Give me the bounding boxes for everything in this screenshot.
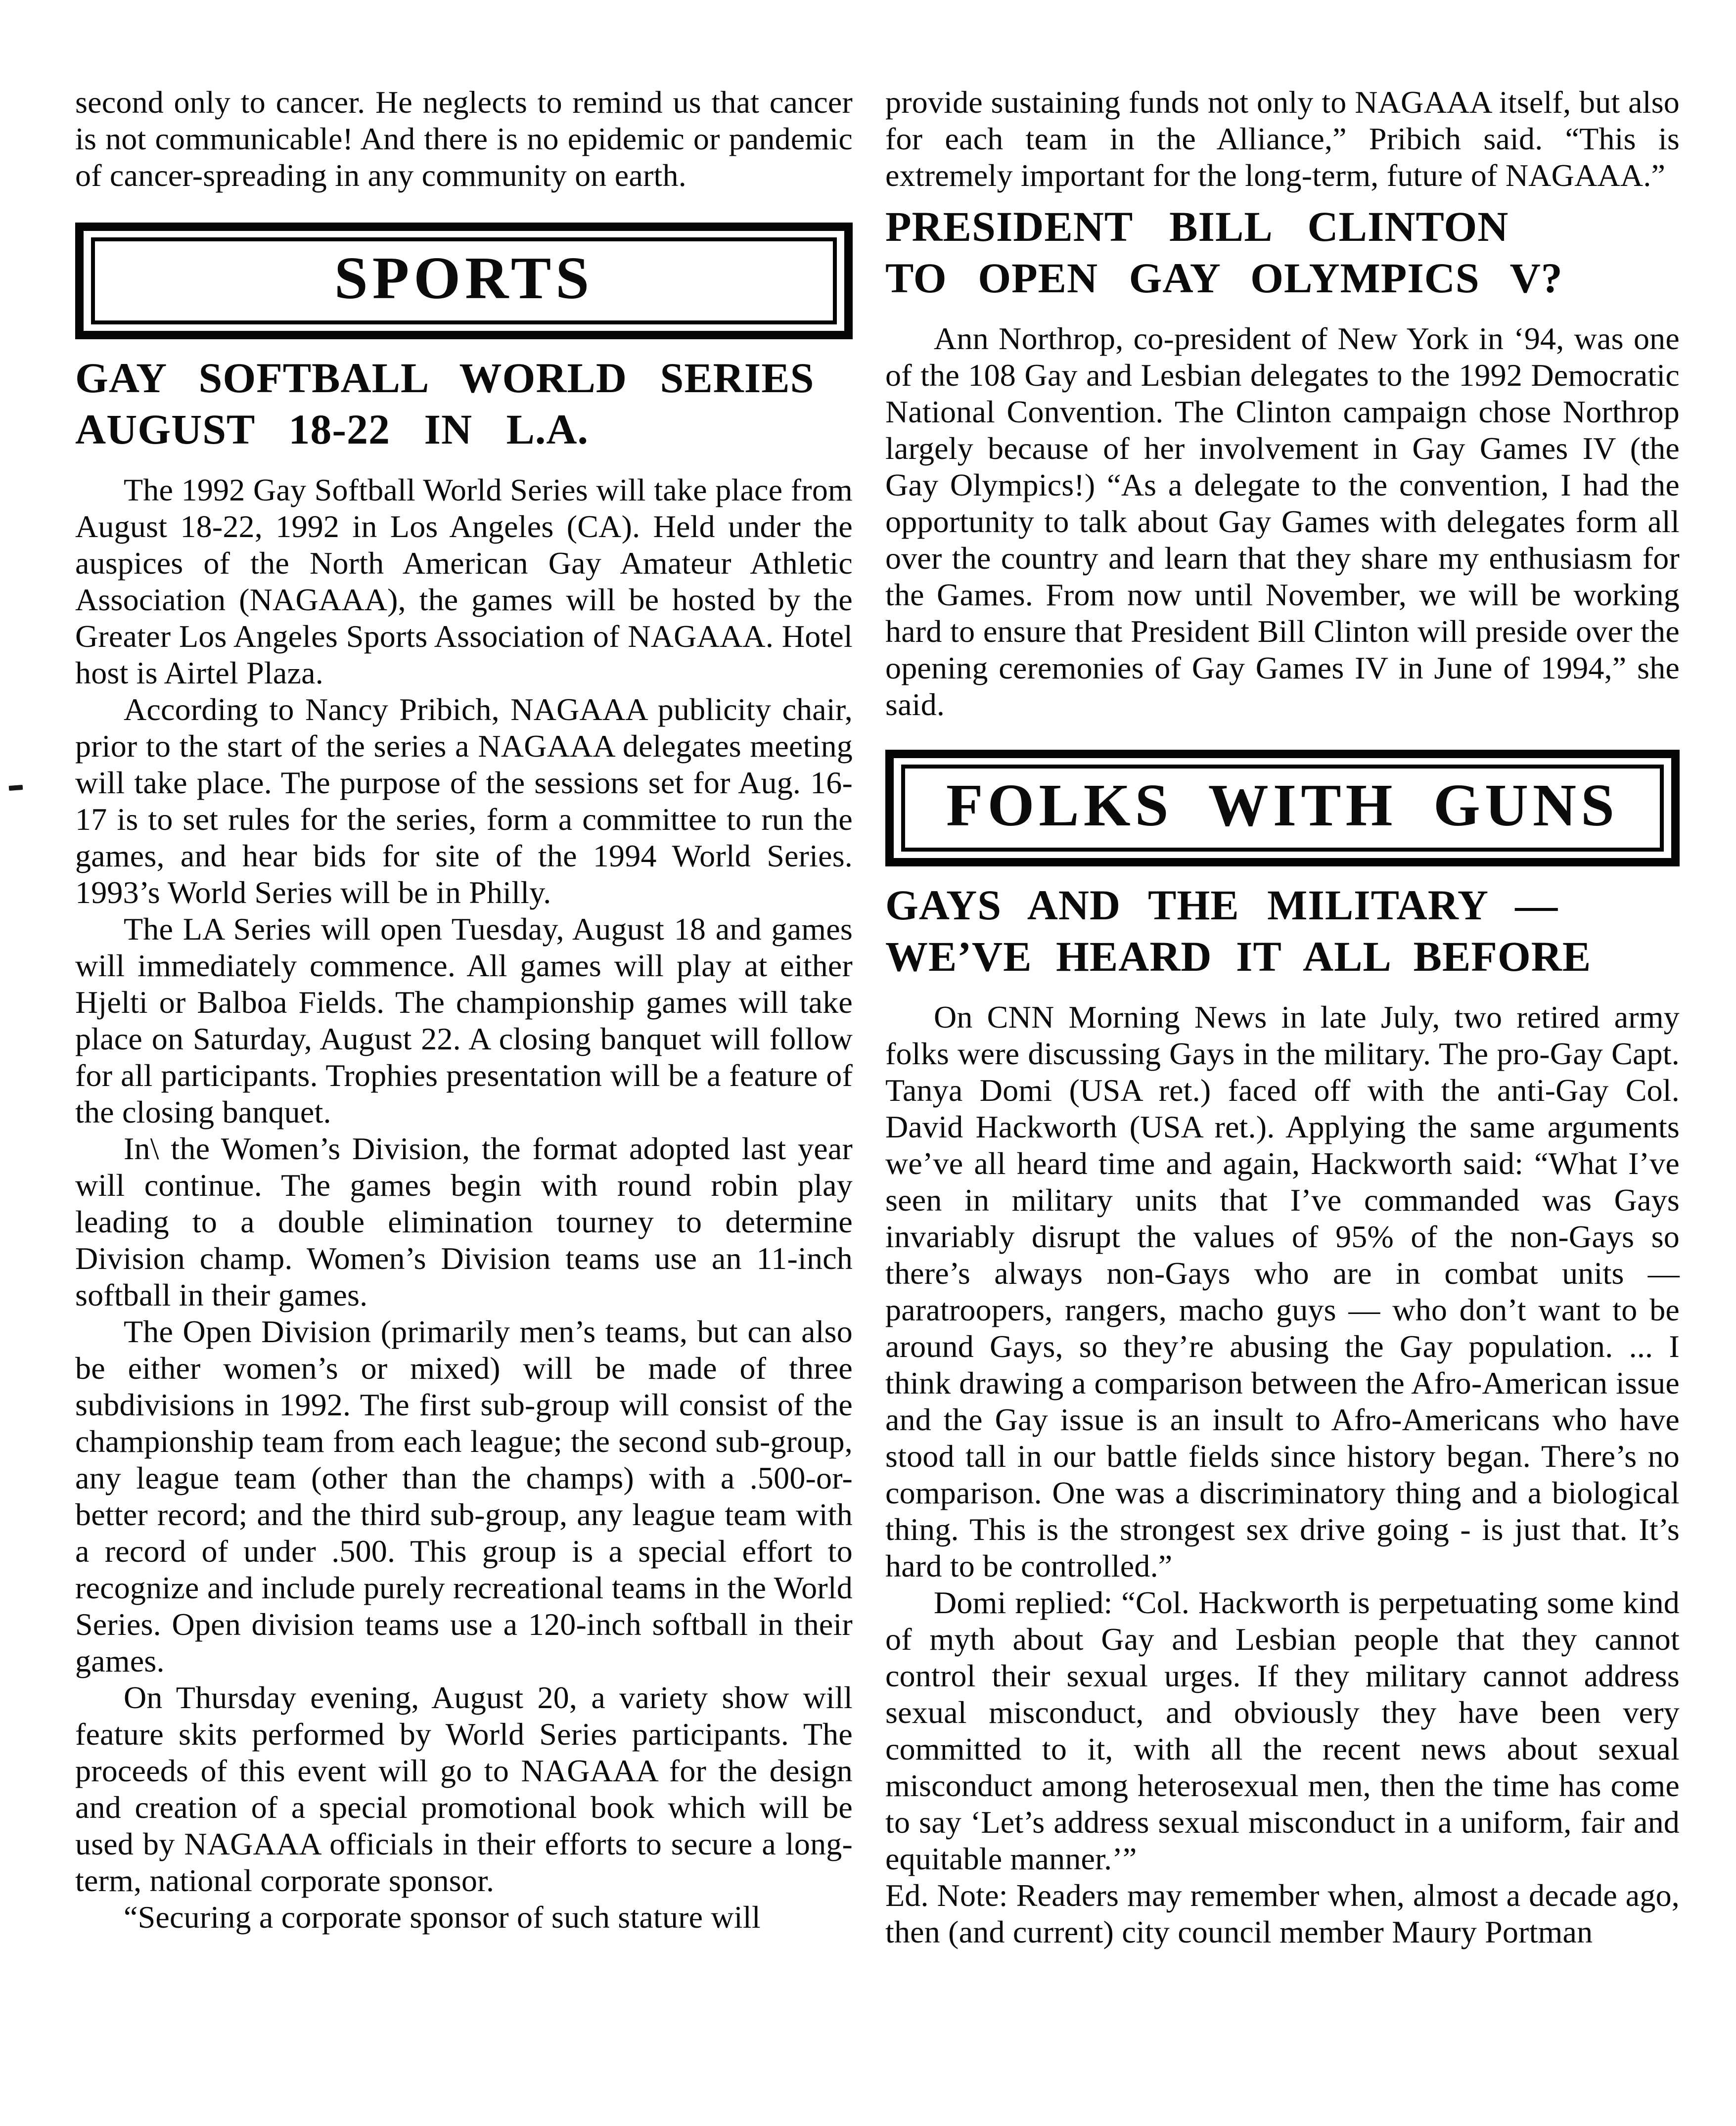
body-paragraph: According to Nancy Pribich, NAGAAA publicity chair, prior to the start of the series a NAGAAA delegates meeting will take place. The purpose of the sessions set for Aug. 16-17 is to set rules for the series, form a committee to run the games, and hear bids for site of the 1994 World Series. 1993’s World Series will be in Philly. xyxy=(75,692,853,910)
sports-banner-title: SPORTS xyxy=(334,245,594,312)
body-paragraph: On CNN Morning News in late July, two retired army folks were discussing Gays in the military. The pro-Gay Capt. Tanya Domi (USA ret.) faced off with the anti-Gay Col. David Hackworth (USA ret.). Applying the same arguments we’ve all heard time and again, Hackworth said: “What I’ve seen in military units that I’ve commanded was Gays invariably disrupt the values of 95% of the non-Gays so there’s always non-Gays who are in combat units — paratroopers, rangers, macho guys — who don’t want to be around Gays, so they’re abusing the Gay population. ... I think drawing a comparison between the Afro-American issue and the Gay issue is an insult to Afro-Americans who have stood tall in our battle fields since history began. There’s no comparison. One was a discriminatory thing and a biological thing. This is the strongest sex drive going - is just that. It’s hard to be controlled.” xyxy=(885,999,1680,1583)
sports-banner-frame xyxy=(91,237,837,324)
article-heading-clinton xyxy=(885,201,1680,304)
scan-artifact-dash xyxy=(9,785,23,791)
body-paragraph: In\ the Women’s Division, the format adopted last year will continue. The games begin with round robin play leading to a double elimination tourney to determine Division champ. Women’s Division teams use an 11-inch softball in their games. xyxy=(75,1131,853,1312)
folks-with-guns-banner-title: FOLKS WITH GUNS xyxy=(946,772,1619,839)
heading-line: TO OPEN GAY OLYMPICS V? xyxy=(885,254,1563,302)
two-column-layout xyxy=(75,84,1684,1950)
folks-with-guns-banner xyxy=(885,750,1680,866)
body-paragraph: Ann Northrop, co-president of New York in ‘94, was one of the 108 Gay and Lesbian delegates to the 1992 Democratic National Convention. The Clinton campaign chose Northrop largely because of her involvement in Gay Games IV (the Gay Olympics!) “As a delegate to the convention, I had the opportunity to talk about Gay Games with delegates form all over the country and learn that they share my enthusiasm for the Games. From now until November, we will be working hard to ensure that President Bill Clinton will preside over the opening ceremonies of Gay Games IV in June of 1994,” she said. xyxy=(885,321,1680,722)
body-paragraph: The LA Series will open Tuesday, August 18 and games will immediately commence. All games will play at either Hjelti or Balboa Fields. The championship games will take place on Saturday, August 22. A closing banquet will follow for all participants. Trophies presentation will be a feature of the closing banquet. xyxy=(75,911,853,1130)
editor-note-paragraph: Ed. Note: Readers may remember when, almost a decade ago, then (and current) city council member Maury Portman xyxy=(885,1878,1680,1949)
heading-line: PRESIDENT BILL CLINTON xyxy=(885,203,1509,250)
article-heading-military xyxy=(885,879,1680,982)
body-paragraph: second only to cancer. He neglects to remind us that cancer is not communicable! And there is no epidemic or pandemic of cancer-spreading in any community on earth. xyxy=(75,85,853,193)
heading-line: AUGUST 18-22 IN L.A. xyxy=(75,406,589,453)
heading-line: GAY SOFTBALL WORLD SERIES xyxy=(75,354,815,402)
body-paragraph: The Open Division (primarily men’s teams, but can also be either women’s or mixed) will be made of three subdivisions in 1992. The first sub-group will consist of the championship team from each league; the second sub-group, any league team (other than the champs) with a .500-or-better record; and the third sub-group, any league team with a record of under .500. This group is a special effort to recognize and include purely recreational teams in the World Series. Open division teams use a 120-inch softball in their games. xyxy=(75,1314,853,1678)
body-paragraph: Domi replied: “Col. Hackworth is perpetuating some kind of myth about Gay and Lesbian people that they cannot control their sexual urges. If they military cannot address sexual misconduct, and obviously they have been very committed to it, with all the recent news about sexual misconduct among heterosexual men, then the time has come to say ‘Let’s address sexual misconduct in a uniform, fair and equitable manner.’” xyxy=(885,1585,1680,1876)
article-heading-softball xyxy=(75,352,853,455)
heading-line: GAYS AND THE MILITARY — xyxy=(885,881,1558,929)
right-column xyxy=(885,84,1680,1950)
sports-banner xyxy=(75,223,853,339)
body-paragraph: The 1992 Gay Softball World Series will take place from August 18-22, 1992 in Los Angeles (CA). Held under the auspices of the North American Gay Amateur Athletic Association (NAGAAA), the games will be hosted by the Greater Los Angeles Sports Association of NAGAAA. Hotel host is Airtel Plaza. xyxy=(75,472,853,690)
body-paragraph: “Securing a corporate sponsor of such stature will xyxy=(124,1900,761,1935)
heading-line: WE’VE HEARD IT ALL BEFORE xyxy=(885,933,1592,980)
body-paragraph: On Thursday evening, August 20, a variety show will feature skits performed by World Series participants. The proceeds of this event will go to NAGAAA for the design and creation of a special promotional book which will be used by NAGAAA officials in their efforts to secure a long-term, national corporate sponsor. xyxy=(75,1680,853,1898)
left-column xyxy=(75,84,853,1936)
folks-with-guns-banner-frame xyxy=(901,765,1664,852)
body-paragraph: provide sustaining funds not only to NAGAAA itself, but also for each team in the Alliance,” Pribich said. “This is extremely important for the long-term, future of NAGAAA.” xyxy=(885,85,1680,193)
